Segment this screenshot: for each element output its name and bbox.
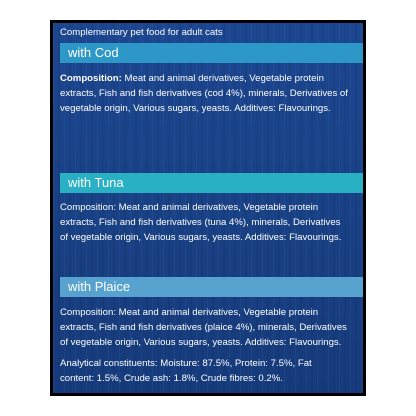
composition-line <box>60 305 360 320</box>
analytical-line: Analytical constituents: Moisture: 87.5%, Protein: 7.5%, Fat <box>60 358 312 369</box>
composition-line: of vegetable origin, Various sugars, yeasts. Additives: Flavourings. <box>60 337 342 348</box>
variant-title-tuna: with Tuna <box>68 175 124 190</box>
composition-text: Meat and animal derivatives, Vegetable protein <box>116 202 319 213</box>
composition-line <box>60 200 360 215</box>
analytical-constituents <box>60 356 360 386</box>
composition-label: Composition: <box>60 307 116 318</box>
composition-line <box>60 71 360 86</box>
composition-line: extracts, Fish and fish derivatives (tuna 4%), minerals, Derivatives <box>60 217 341 228</box>
composition-line: vegetable origin, Various sugars, yeasts. Additives: Flavourings. <box>60 103 331 114</box>
composition-line: extracts, Fish and fish derivatives (cod 4%), minerals, Derivatives of <box>60 88 348 99</box>
variant-title-plaice: with Plaice <box>68 279 131 294</box>
composition-tuna <box>60 200 360 245</box>
variant-header-plaice <box>60 277 363 297</box>
variant-header-tuna <box>60 173 363 193</box>
composition-cod <box>60 71 360 116</box>
analytical-line: content: 1.5%, Crude ash: 1.8%, Crude fibres: 0.2%. <box>60 373 283 384</box>
composition-plaice <box>60 305 360 350</box>
composition-text: Meat and animal derivatives, Vegetable protein <box>121 73 324 84</box>
composition-line: extracts, Fish and fish derivatives (plaice 4%), minerals, Derivatives <box>60 322 347 333</box>
label-panel <box>50 20 366 396</box>
product-tagline: Complementary pet food for adult cats <box>60 27 223 38</box>
composition-label: Composition: <box>60 202 116 213</box>
composition-text: Meat and animal derivatives, Vegetable protein <box>116 307 319 318</box>
composition-label: Composition: <box>60 73 122 84</box>
variant-header-cod <box>60 43 363 63</box>
label-content <box>53 23 363 393</box>
variant-title-cod: with Cod <box>68 45 119 60</box>
composition-line: of vegetable origin, Various sugars, yeasts. Additives: Flavourings. <box>60 232 342 243</box>
